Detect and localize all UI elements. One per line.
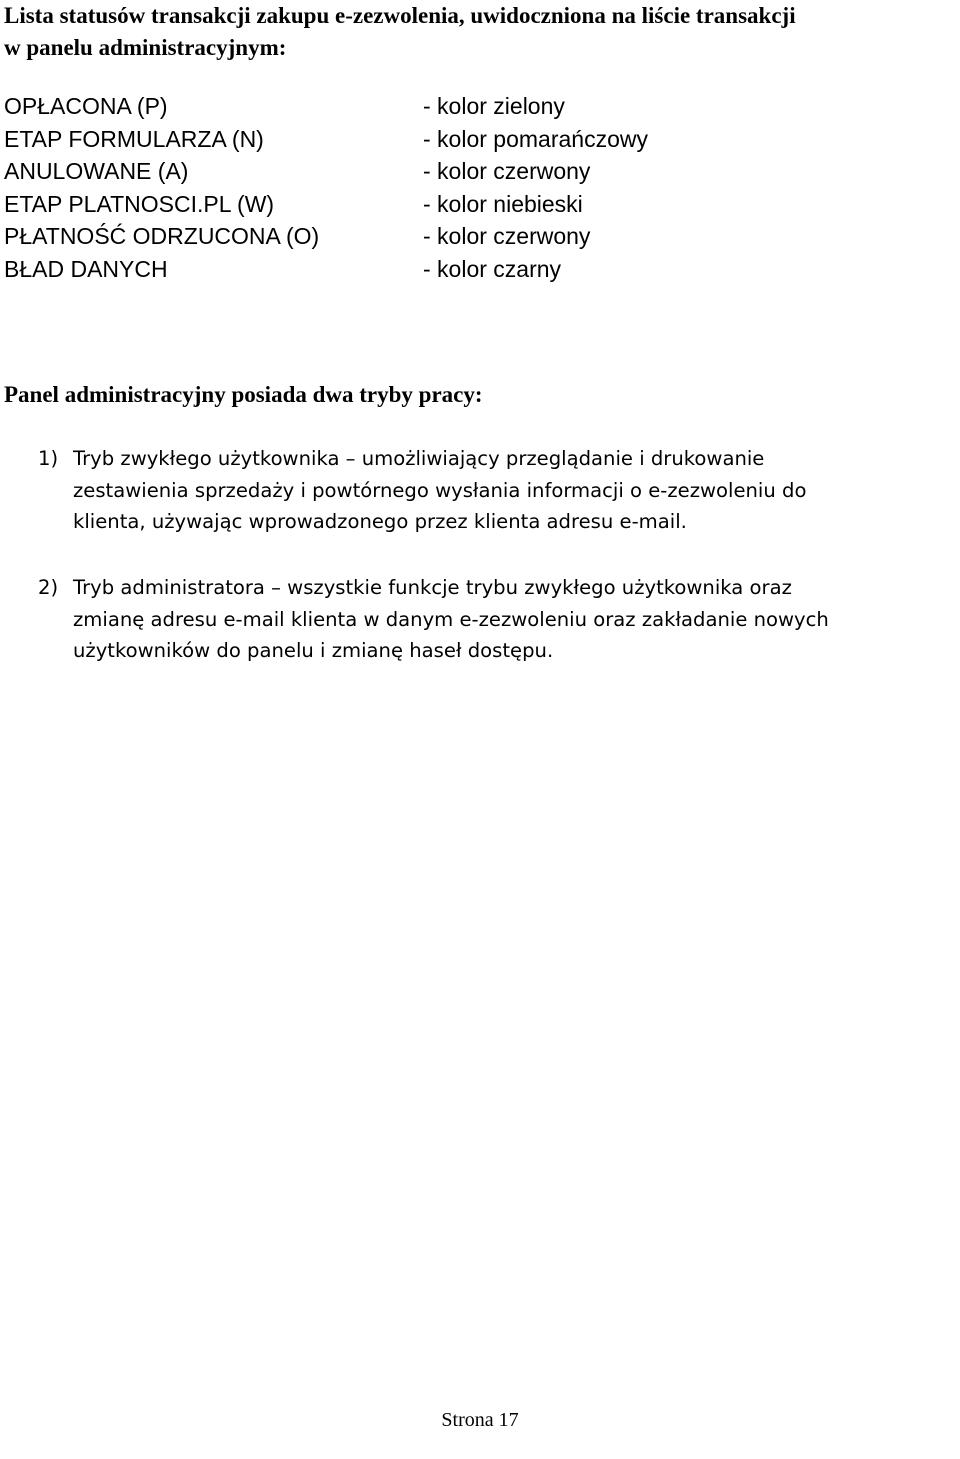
mode-number: 1)	[38, 447, 59, 470]
status-name: ANULOWANE (A)	[4, 158, 189, 184]
status-color-label: - kolor czerwony	[423, 223, 591, 249]
status-color-label: - kolor zielony	[423, 93, 565, 119]
mode-description-line: użytkowników do panelu i zmianę haseł dostępu.	[73, 639, 554, 662]
page-heading-line-2: w panelu administracyjnym:	[4, 35, 287, 60]
status-color-label: - kolor niebieski	[423, 190, 583, 217]
mode-description-line: zmianę adresu e-mail klienta w danym e-zezwoleniu oraz zakładanie nowych	[73, 607, 829, 631]
status-name: ETAP FORMULARZA (N)	[4, 125, 264, 152]
page-number: Strona 17	[441, 1409, 519, 1431]
status-row	[4, 155, 934, 188]
mode-description-line: zestawienia sprzedaży i powtórnego wysłania informacji o e-zezwoleniu do	[73, 478, 807, 502]
status-row	[4, 188, 934, 221]
status-row	[4, 90, 934, 123]
mode-number: 2)	[38, 576, 59, 599]
status-color-label: - kolor czarny	[423, 255, 562, 282]
status-list	[4, 90, 934, 285]
status-color-label: - kolor pomarańczowy	[423, 125, 648, 152]
status-name: ETAP PLATNOSCI.PL (W)	[4, 190, 275, 217]
page-heading	[4, 0, 954, 64]
mode-description	[73, 443, 958, 538]
status-name: PŁATNOŚĆ ODRZUCONA (O)	[4, 223, 320, 249]
page-heading-line-1: Lista statusów transakcji zakupu e-zezwolenia, uwidoczniona na liście transakcji	[4, 3, 796, 28]
status-row	[4, 123, 934, 156]
mode-description-line: Tryb administratora – wszystkie funkcje trybu zwykłego użytkownika oraz	[73, 576, 792, 599]
status-name: OPŁACONA (P)	[4, 93, 168, 119]
modes-heading: Panel administracyjny posiada dwa tryby pracy:	[4, 382, 483, 407]
status-row	[4, 220, 934, 253]
mode-description-line: Tryb zwykłego użytkownika – umożliwiający przeglądanie i drukowanie	[73, 447, 765, 470]
status-color-label: - kolor czerwony	[423, 158, 591, 184]
mode-description	[73, 572, 958, 667]
mode-description-line: klienta, używając wprowadzonego przez klienta adresu e-mail.	[73, 510, 687, 533]
status-name: BŁAD DANYCH	[4, 255, 168, 282]
status-row	[4, 253, 934, 286]
